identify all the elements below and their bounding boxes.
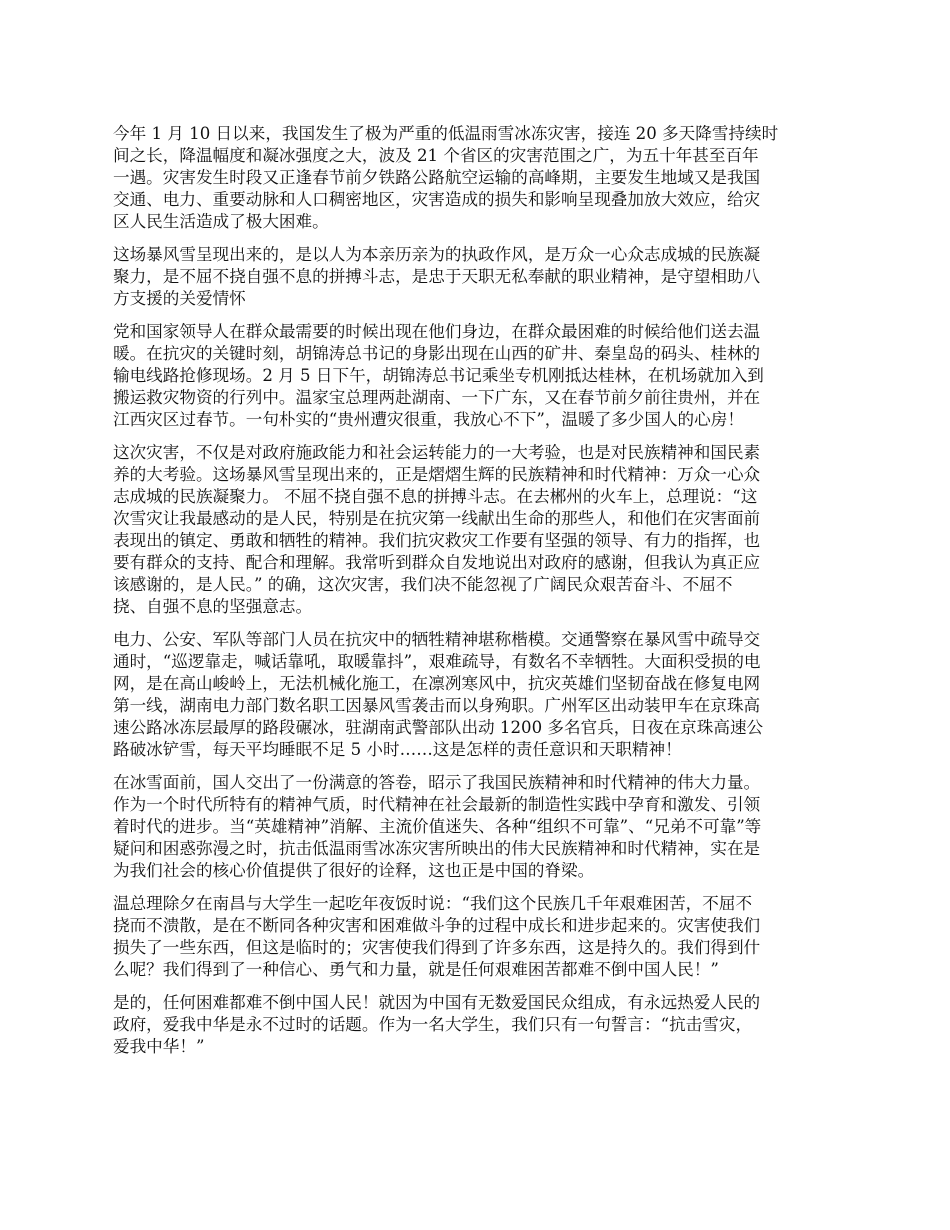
document-body — [113, 123, 840, 1069]
paragraph-1: 今年 1 月 10 日以来，我国发生了极为严重的低温雨雪冰冻灾害，接连 20 多天降雪持续时 间之长，降温幅度和凝冰强度之大，波及 21 个省区的灾害范围之广，为五十年甚至百年 一遇。灾害发生时段又正逢春节前夕铁路公路航空运输的高峰期，主要发生地域又是我国 交通、电力、重要动脉和人口稠密地区，灾害造成的损失和影响呈现叠加放大效应，给灾 区人民生活造成了极大困难。 — [113, 124, 779, 231]
paragraph-7: 温总理除夕在南昌与大学生一起吃年夜饭时说：“我们这个民族几千年艰难困苦，不屈不 挠而不溃散，是在不断同各种灾害和困难做斗争的过程中成长和进步起来的。灾害使我们 损失了一些东西，但这是临时的；灾害使我们得到了许多东西，这是持久的。我们得到什 么呢？我们得到了一种信心、勇气和力量，就是任何艰难困苦都难不倒中国人民！” — [113, 894, 761, 979]
paragraph-5: 电力、公安、军队等部门人员在抗灾中的牺牲精神堪称楷模。交通警察在暴风雪中疏导交 通时，“巡逻靠走，喊话靠吼，取暖靠抖”，艰难疏导，有数名不幸牺牲。大面积受损的电 网，是在高山峻岭上，无法机械化施工，在凛冽寒风中，抗灾英雄们坚韧奋战在修复电网 第一线，湖南电力部门数名职工因暴风雪袭击而以身殉职。广州军区出动装甲车在京珠高 速公路冰冻层最厚的路段碾冰，驻湖南武警部队出动 1200 多名官兵，日夜在京珠高速公 路破冰铲雪，每天平均睡眠不足 5 小时……这是怎样的责任意识和天职精神！ — [113, 630, 764, 759]
paragraph-4: 这次灾害，不仅是对政府施政能力和社会运转能力的一大考验，也是对民族精神和国民素 养的大考验。这场暴风雪呈现出来的，正是熠熠生辉的民族精神和时代精神：万众一心众 志成城的民族凝聚力。 不屈不挠自强不息的拼搏斗志。在去郴州的火车上，总理说：“这 次雪灾让我最感动的是人民，特别是在抗灾第一线献出生命的那些人，和他们在灾害面前 表现出的镇定、勇敢和牺牲的精神。我们抗灾救灾工作要有坚强的领导、有力的指挥，也 要有群众的支持、配合和理解。我常听到群众自发地说出对政府的感谢，但我认为真正应 该感谢的，是人民。” 的确，这次灾害，我们决不能忽视了广阔民众艰苦奋斗、不屈不 挠、自强不息的坚强意志。 — [113, 443, 761, 616]
paragraph-8: 是的，任何困难都难不倒中国人民！就因为中国有无数爱国民众组成，有永远热爱人民的 政府，爱我中华是永不过时的话题。作为一名大学生，我们只有一句誓言：“抗击雪灾， 爱我中华！” — [113, 993, 761, 1056]
paragraph-6: 在冰雪面前，国人交出了一份满意的答卷，昭示了我国民族精神和时代精神的伟大力量。 作为一个时代所特有的精神气质，时代精神在社会最新的制造性实践中孕育和激发、引领 着时代的进步。当“英雄精神”消解、主流价值迷失、各种“组织不可靠”、“兄弟不可靠”等 疑问和困惑弥漫之时，抗击低温雨雪冰冻灾害所映出的伟大民族精神和时代精神，实在是 为我们社会的核心价值提供了很好的诠释，这也正是中国的脊梁。 — [113, 773, 762, 880]
paragraph-2: 这场暴风雪呈现出来的，是以人为本亲历亲为的执政作风，是万众一心众志成城的民族凝 聚力，是不屈不挠自强不息的拼搏斗志，是忠于天职无私奉献的职业精神，是守望相助八 方支援的关爱情怀 — [113, 245, 761, 308]
paragraph-3: 党和国家领导人在群众最需要的时候出现在他们身边，在群众最困难的时候给他们送去温 暖。在抗灾的关键时刻，胡锦涛总书记的身影出现在山西的矿井、秦皇岛的码头、桂林的 输电线路抢修现场。2 月 5 日下午，胡锦涛总书记乘坐专机刚抵达桂林，在机场就加入到 搬运救灾物资的行列中。温家宝总理两赴湖南、一下广东，又在春节前夕前往贵州，并在 江西灾区过春节。一句朴实的“贵州遭灾很重，我放心不下”，温暖了多少国人的心房！ — [113, 322, 764, 429]
